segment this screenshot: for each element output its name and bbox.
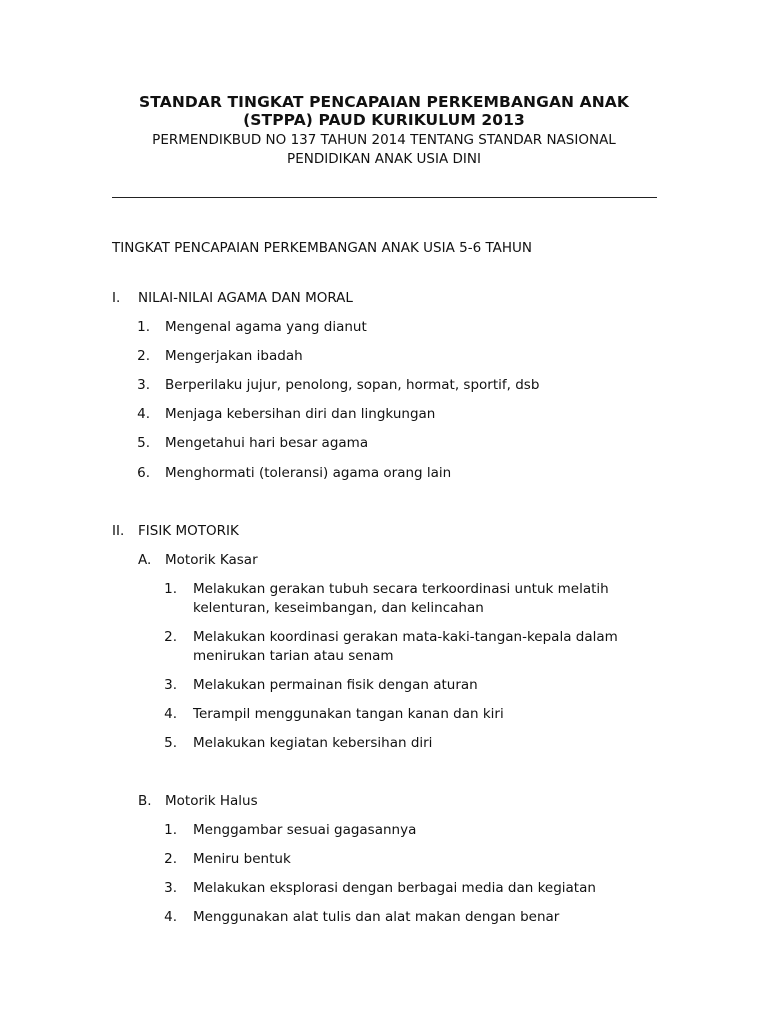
list-item-number: 1. <box>137 319 150 335</box>
list-item-number: 2. <box>164 851 177 867</box>
list-item: Melakukan gerakan tubuh secara terkoordinasi untuk melatih <box>193 581 609 597</box>
document-subtitle-line2: PENDIDIKAN ANAK USIA DINI <box>287 151 481 167</box>
list-item: Melakukan permainan fisik dengan aturan <box>193 677 478 693</box>
document-title-line1: STANDAR TINGKAT PENCAPAIAN PERKEMBANGAN ANAK <box>138 93 629 111</box>
list-item: Melakukan kegiatan kebersihan diri <box>193 735 433 751</box>
list-item-number: 2. <box>137 348 150 364</box>
list-item: Berperilaku jujur, penolong, sopan, hormat, sportif, dsb <box>165 377 540 393</box>
subsection-b-letter: B. <box>138 793 152 809</box>
list-item-number: 5. <box>137 435 150 451</box>
list-item-number: 1. <box>164 822 177 838</box>
list-item: Meniru bentuk <box>193 851 291 867</box>
section-1-title: NILAI-NILAI AGAMA DAN MORAL <box>138 290 353 306</box>
document-subtitle-line1: PERMENDIKBUD NO 137 TAHUN 2014 TENTANG STANDAR NASIONAL <box>152 132 616 148</box>
document-title-line2: (STPPA) PAUD KURIKULUM 2013 <box>243 111 525 129</box>
list-item: Mengerjakan ibadah <box>165 348 303 364</box>
header-divider <box>112 197 657 198</box>
subsection-a-letter: A. <box>138 552 152 568</box>
list-item-number: 3. <box>137 377 150 393</box>
list-item-number: 3. <box>164 880 177 896</box>
list-item-number: 6. <box>137 465 150 481</box>
subsection-b-title: Motorik Halus <box>165 793 258 809</box>
list-item: Mengenal agama yang dianut <box>165 319 367 335</box>
list-item: Mengetahui hari besar agama <box>165 435 369 451</box>
section-2-numeral: II. <box>112 523 125 539</box>
list-item: Menggambar sesuai gagasannya <box>193 822 417 838</box>
list-item: Menjaga kebersihan diri dan lingkungan <box>165 406 436 422</box>
section-heading: TINGKAT PENCAPAIAN PERKEMBANGAN ANAK USIA 5-6 TAHUN <box>112 240 533 256</box>
list-item-number: 1. <box>164 581 177 597</box>
list-item-number: 3. <box>164 677 177 693</box>
list-item-number: 2. <box>164 629 177 645</box>
list-item-number: 5. <box>164 735 177 751</box>
list-item-continuation: menirukan tarian atau senam <box>193 648 394 664</box>
section-2-title: FISIK MOTORIK <box>138 523 239 539</box>
list-item-continuation: kelenturan, keseimbangan, dan kelincahan <box>193 600 484 616</box>
list-item: Menggunakan alat tulis dan alat makan dengan benar <box>193 909 560 925</box>
list-item: Menghormati (toleransi) agama orang lain <box>165 465 452 481</box>
list-item: Terampil menggunakan tangan kanan dan kiri <box>193 706 504 722</box>
list-item-number: 4. <box>164 909 177 925</box>
list-item: Melakukan koordinasi gerakan mata-kaki-tangan-kepala dalam <box>193 629 618 645</box>
list-item-number: 4. <box>164 706 177 722</box>
list-item-number: 4. <box>137 406 150 422</box>
subsection-a-title: Motorik Kasar <box>165 552 258 568</box>
section-1-numeral: I. <box>112 290 121 306</box>
list-item: Melakukan eksplorasi dengan berbagai media dan kegiatan <box>193 880 596 896</box>
